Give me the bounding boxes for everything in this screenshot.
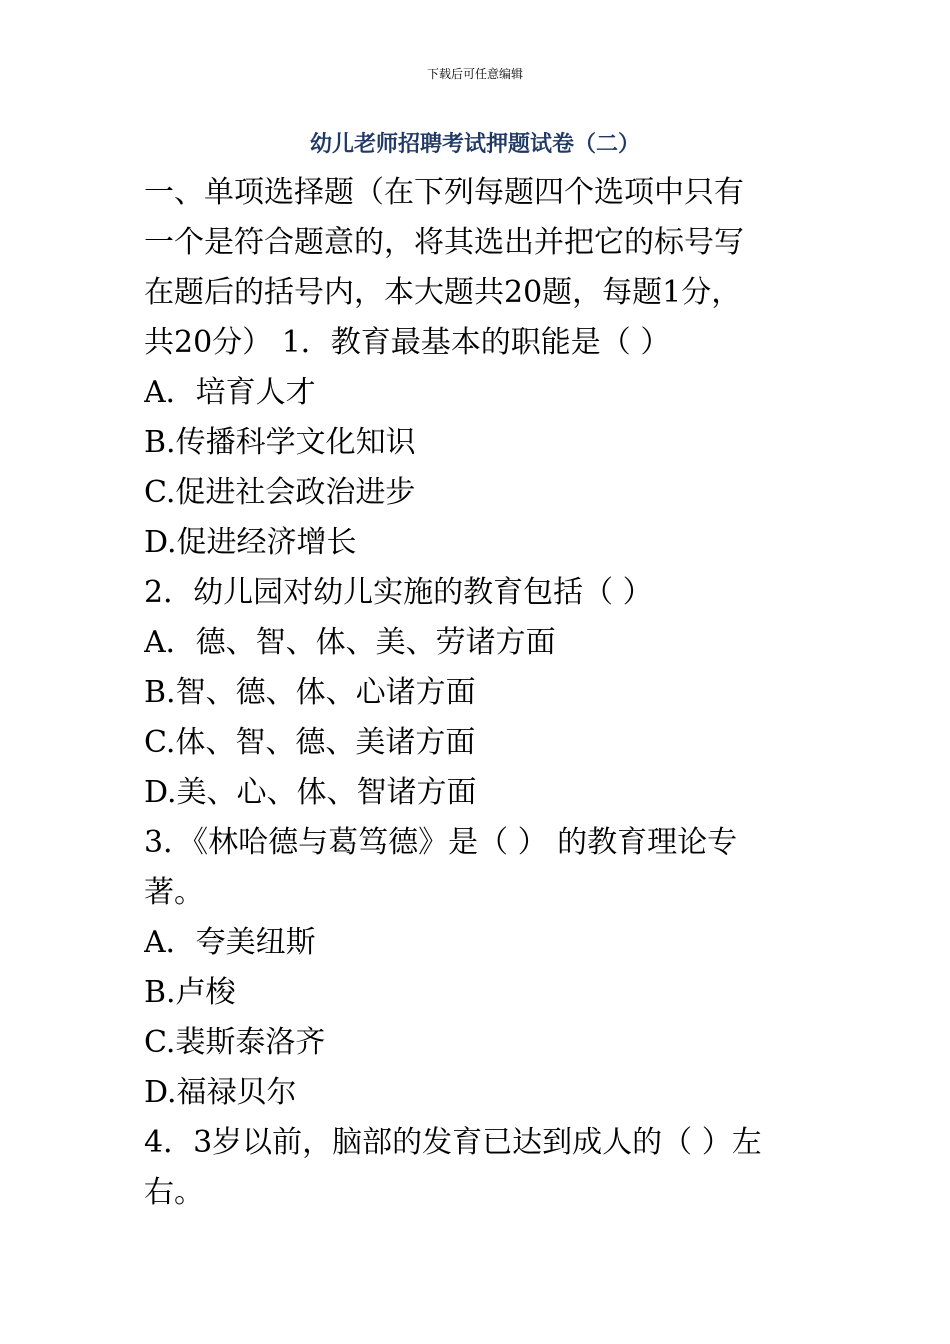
option-line: C.裴斯泰洛齐 bbox=[144, 1025, 326, 1060]
question-line: 4．3岁以前，脑部的发育已达到成人的（ ）左 bbox=[144, 1125, 762, 1160]
question-line: 著。 bbox=[144, 875, 204, 910]
question-line: 2．幼儿园对幼儿实施的教育包括（ ） bbox=[144, 575, 653, 610]
option-line: C.促进社会政治进步 bbox=[144, 475, 416, 510]
option-line: A．夸美纽斯 bbox=[144, 925, 316, 960]
option-line: D.促进经济增长 bbox=[144, 525, 357, 560]
option-line: D.福禄贝尔 bbox=[144, 1075, 297, 1110]
option-line: B.传播科学文化知识 bbox=[144, 425, 416, 460]
option-line: B.卢梭 bbox=[144, 975, 236, 1010]
text-line: 一、单项选择题（在下列每题四个选项中只有 bbox=[144, 175, 744, 210]
option-line: B.智、德、体、心诸方面 bbox=[144, 675, 476, 710]
question-line: 3．《林哈德与葛笃德》是（ ） 的教育理论专 bbox=[144, 825, 738, 860]
header-note: 下载后可任意编辑 bbox=[426, 67, 523, 81]
document-title: 幼儿老师招聘考试押题试卷（二） bbox=[309, 132, 640, 157]
option-line: A．德、智、体、美、劳诸方面 bbox=[144, 625, 556, 660]
document-body bbox=[144, 168, 814, 1218]
text-line: 在题后的括号内，本大题共20题，每题1分， bbox=[144, 275, 742, 310]
text-line: 一个是符合题意的，将其选出并把它的标号写 bbox=[144, 225, 744, 260]
option-line: D.美、心、体、智诸方面 bbox=[144, 775, 477, 810]
question-line: 右。 bbox=[144, 1175, 204, 1210]
option-line: C.体、智、德、美诸方面 bbox=[144, 725, 476, 760]
option-line: A．培育人才 bbox=[144, 375, 316, 410]
text-line: 共20分） 1．教育最基本的职能是（ ） bbox=[144, 325, 671, 360]
